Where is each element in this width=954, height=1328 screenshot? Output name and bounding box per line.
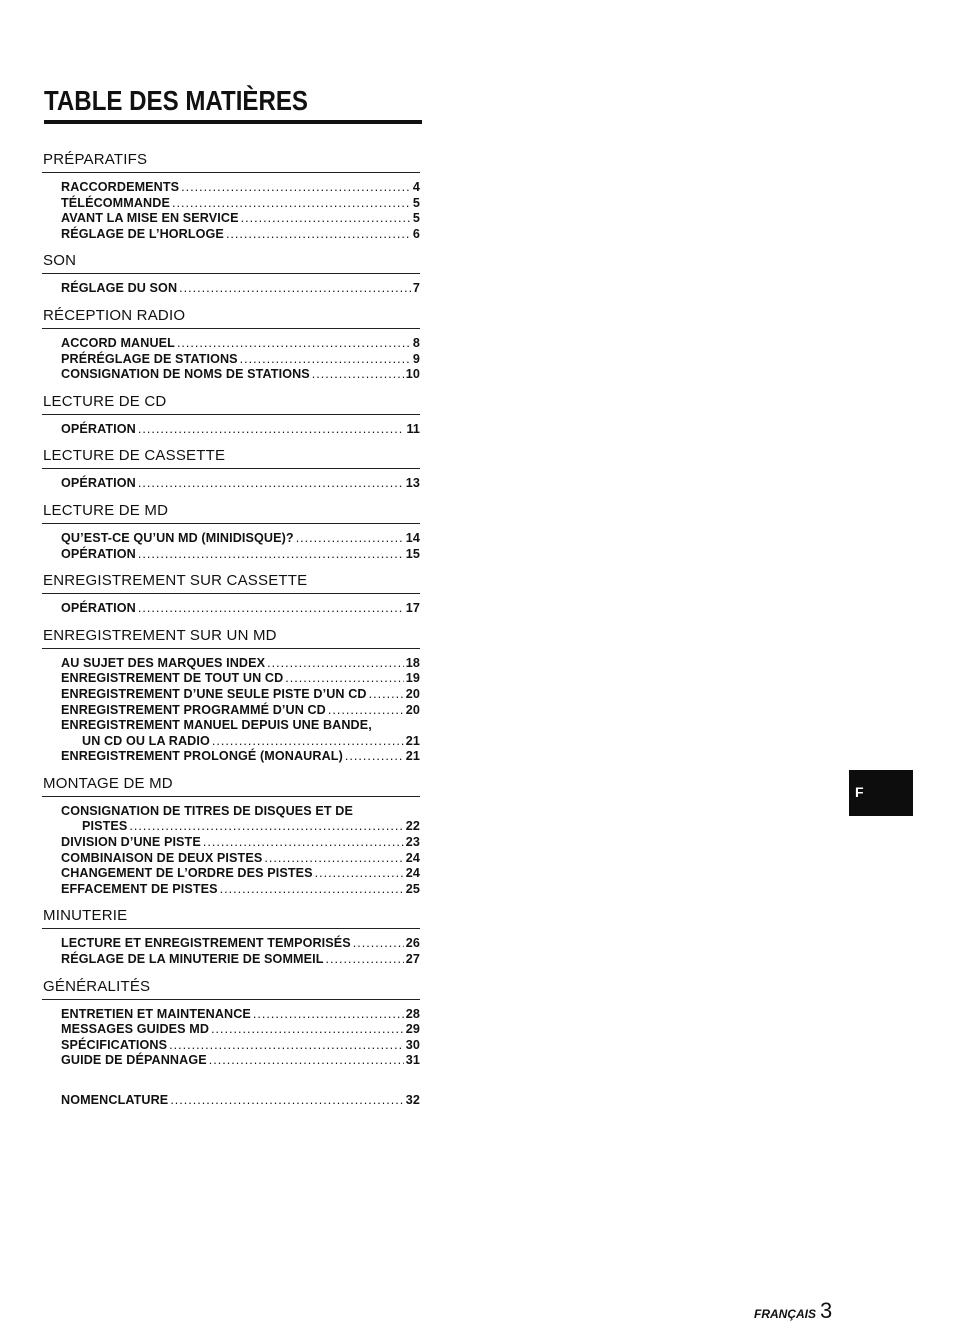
dot-leader (172, 196, 411, 212)
toc-entry-page: 28 (405, 1006, 420, 1021)
toc-entry (42, 866, 420, 882)
toc-entry-page: 21 (405, 749, 420, 764)
toc-entry-label: ENTRETIEN ET MAINTENANCE (61, 1006, 251, 1021)
toc-entry-page: 18 (405, 655, 420, 670)
toc-entry-label: RÉGLAGE DE LA MINUTERIE DE SOMMEIL (61, 952, 324, 967)
dot-leader (170, 1093, 403, 1109)
toc-entry-page: 17 (405, 601, 420, 616)
toc-entry (42, 804, 420, 820)
toc-entry (42, 882, 420, 898)
dot-leader (296, 531, 404, 547)
toc-entry-label: RACCORDEMENTS (61, 180, 180, 194)
toc-entry-page: 9 (412, 351, 420, 366)
toc-section (42, 251, 420, 297)
dot-leader (240, 352, 411, 368)
toc-section (42, 446, 420, 492)
dot-leader (179, 281, 411, 297)
section-heading: LECTURE DE CD (42, 392, 420, 415)
dot-leader (220, 882, 404, 898)
toc-entry-page: 14 (405, 530, 420, 545)
section-heading: LECTURE DE MD (42, 501, 420, 524)
toc-entry (42, 734, 420, 750)
toc-entry (42, 1022, 420, 1038)
toc-entry (42, 1038, 420, 1054)
dot-leader (177, 336, 411, 352)
toc-entry-label: NOMENCLATURE (61, 1093, 169, 1107)
toc-entry-label: DIVISION D’UNE PISTE (61, 835, 201, 850)
toc-entry-label: AVANT LA MISE EN SERVICE (61, 211, 239, 226)
section-heading: RÉCEPTION RADIO (42, 306, 420, 329)
toc-entry-page: 23 (405, 835, 420, 850)
toc-entry (42, 851, 420, 867)
toc-entry-nomenclature (42, 1093, 420, 1109)
toc-section (42, 977, 420, 1069)
footer-language: FRANÇAIS (754, 1307, 816, 1321)
toc-entry-label: TÉLÉCOMMANDE (61, 195, 170, 210)
toc-entry (42, 211, 420, 227)
dot-leader (312, 367, 404, 383)
dot-leader (138, 547, 404, 563)
toc-entry-label: ENREGISTREMENT D’UNE SEULE PISTE D’UN CD (61, 686, 367, 701)
toc-section (42, 306, 420, 383)
toc-entry-label: QU’EST-CE QU’UN MD (MINIDISQUE)? (61, 530, 294, 545)
toc-entry-page: 20 (405, 702, 420, 717)
toc-section (42, 392, 420, 438)
toc-entry (42, 422, 420, 438)
toc-entry (42, 227, 420, 243)
toc-entry-label: OPÉRATION (61, 601, 136, 616)
section-heading: GÉNÉRALITÉS (42, 977, 420, 1000)
dot-leader (267, 656, 404, 672)
toc-entry-page: 8 (412, 335, 420, 350)
toc-section (42, 774, 420, 898)
dot-leader (169, 1038, 404, 1054)
toc-entry-label: OPÉRATION (61, 546, 136, 561)
toc-entry (42, 547, 420, 563)
toc-entry-page: 20 (405, 686, 420, 701)
toc-entry-label: ENREGISTREMENT MANUEL DEPUIS UNE BANDE, (61, 718, 372, 733)
title-rule (44, 120, 422, 124)
section-heading: MONTAGE DE MD (42, 774, 420, 797)
toc-entry-label: CONSIGNATION DE TITRES DE DISQUES ET DE (61, 803, 353, 818)
toc-entry-label: ACCORD MANUEL (61, 335, 175, 350)
toc-entry-label: OPÉRATION (61, 421, 136, 436)
dot-leader (181, 180, 411, 196)
dot-leader (209, 1053, 404, 1069)
toc-section (42, 626, 420, 765)
table-of-contents (42, 150, 420, 1109)
toc-entry (42, 601, 420, 617)
dot-leader (285, 671, 404, 687)
dot-leader (315, 866, 404, 882)
toc-entry-page: 29 (405, 1022, 420, 1037)
toc-entry-label: CONSIGNATION DE NOMS DE STATIONS (61, 367, 310, 382)
toc-entry-label: OPÉRATION (61, 476, 136, 491)
toc-entry-page: 30 (405, 1037, 420, 1052)
toc-entry (42, 196, 420, 212)
toc-entry-label: UN CD OU LA RADIO (82, 733, 210, 748)
toc-section (42, 150, 420, 242)
toc-entry-label: RÉGLAGE DE L’HORLOGE (61, 226, 224, 241)
toc-entry-page: 6 (412, 226, 420, 241)
toc-entry-page: 27 (405, 952, 420, 967)
toc-entry-label: RÉGLAGE DU SON (61, 281, 178, 296)
toc-entry (42, 531, 420, 547)
toc-entry-label: ENREGISTREMENT PROGRAMMÉ D’UN CD (61, 702, 326, 717)
toc-entry-page: 15 (405, 546, 420, 561)
toc-entry (42, 352, 420, 368)
toc-entry (42, 671, 420, 687)
toc-entry (42, 367, 420, 383)
toc-entry (42, 718, 420, 734)
toc-entry-page: 13 (405, 476, 420, 491)
toc-entry-page: 31 (405, 1053, 420, 1068)
toc-section (42, 501, 420, 562)
toc-section (42, 906, 420, 967)
toc-entry (42, 952, 420, 968)
toc-entry-page: 24 (405, 866, 420, 881)
toc-entry (42, 1053, 420, 1069)
dot-leader (345, 749, 404, 765)
toc-entry-page: 4 (412, 180, 420, 194)
toc-entry (42, 749, 420, 765)
dot-leader (226, 227, 411, 243)
toc-entry-page: 25 (405, 881, 420, 896)
toc-entry (42, 703, 420, 719)
toc-entry (42, 1007, 420, 1023)
toc-entry-label: COMBINAISON DE DEUX PISTES (61, 850, 263, 865)
toc-entry-label: ENREGISTREMENT PROLONGÉ (MONAURAL) (61, 749, 343, 764)
dot-leader (138, 601, 404, 617)
dot-leader (326, 952, 404, 968)
spacer (42, 1078, 420, 1093)
dot-leader (253, 1007, 404, 1023)
toc-entry-page: 5 (412, 211, 420, 226)
toc-entry-label: SPÉCIFICATIONS (61, 1037, 168, 1052)
language-tab-letter: F (855, 784, 864, 800)
language-tab (849, 770, 913, 816)
dot-leader (203, 835, 404, 851)
dot-leader (369, 687, 404, 703)
toc-entry (42, 281, 420, 297)
dot-leader (353, 936, 404, 952)
toc-entry (42, 835, 420, 851)
footer-page-number: 3 (820, 1298, 833, 1323)
toc-entry-label: ENREGISTREMENT DE TOUT UN CD (61, 671, 284, 686)
section-heading: MINUTERIE (42, 906, 420, 929)
toc-entry-page: 19 (405, 671, 420, 686)
dot-leader (138, 422, 405, 438)
toc-entry-label: GUIDE DE DÉPANNAGE (61, 1053, 207, 1068)
page-footer (754, 1298, 832, 1324)
toc-section (42, 571, 420, 617)
toc-entry-label: PISTES (82, 819, 128, 834)
dot-leader (241, 211, 411, 227)
toc-entry (42, 687, 420, 703)
section-heading: ENREGISTREMENT SUR UN MD (42, 626, 420, 649)
toc-entry (42, 476, 420, 492)
dot-leader (328, 703, 404, 719)
toc-entry-label: LECTURE ET ENREGISTREMENT TEMPORISÉS (61, 936, 351, 951)
toc-entry-page: 21 (405, 733, 420, 748)
toc-entry-page: 26 (405, 936, 420, 951)
toc-entry-label: EFFACEMENT DE PISTES (61, 881, 218, 896)
toc-entry (42, 936, 420, 952)
section-heading: ENREGISTREMENT SUR CASSETTE (42, 571, 420, 594)
dot-leader (129, 819, 403, 835)
dot-leader (212, 734, 404, 750)
section-heading: PRÉPARATIFS (42, 150, 420, 173)
toc-entry-page: 32 (405, 1093, 420, 1107)
section-heading: SON (42, 251, 420, 274)
toc-entry-page: 5 (412, 195, 420, 210)
toc-entry-page: 11 (406, 421, 420, 436)
toc-entry-label: PRÉRÉGLAGE DE STATIONS (61, 351, 238, 366)
dot-leader (211, 1022, 404, 1038)
dot-leader (264, 851, 403, 867)
toc-entry-page: 22 (405, 819, 420, 834)
toc-entry-label: AU SUJET DES MARQUES INDEX (61, 655, 266, 670)
dot-leader (138, 476, 404, 492)
toc-entry (42, 656, 420, 672)
section-heading: LECTURE DE CASSETTE (42, 446, 420, 469)
toc-entry (42, 180, 420, 196)
page-title: TABLE DES MATIÈRES (44, 85, 309, 116)
toc-entry (42, 819, 420, 835)
toc-entry-page: 7 (412, 281, 420, 296)
toc-entry (42, 336, 420, 352)
toc-entry-page: 24 (405, 850, 420, 865)
toc-entry-page: 10 (405, 367, 420, 382)
toc-entry-label: CHANGEMENT DE L’ORDRE DES PISTES (61, 866, 313, 881)
toc-entry-label: MESSAGES GUIDES MD (61, 1022, 210, 1037)
